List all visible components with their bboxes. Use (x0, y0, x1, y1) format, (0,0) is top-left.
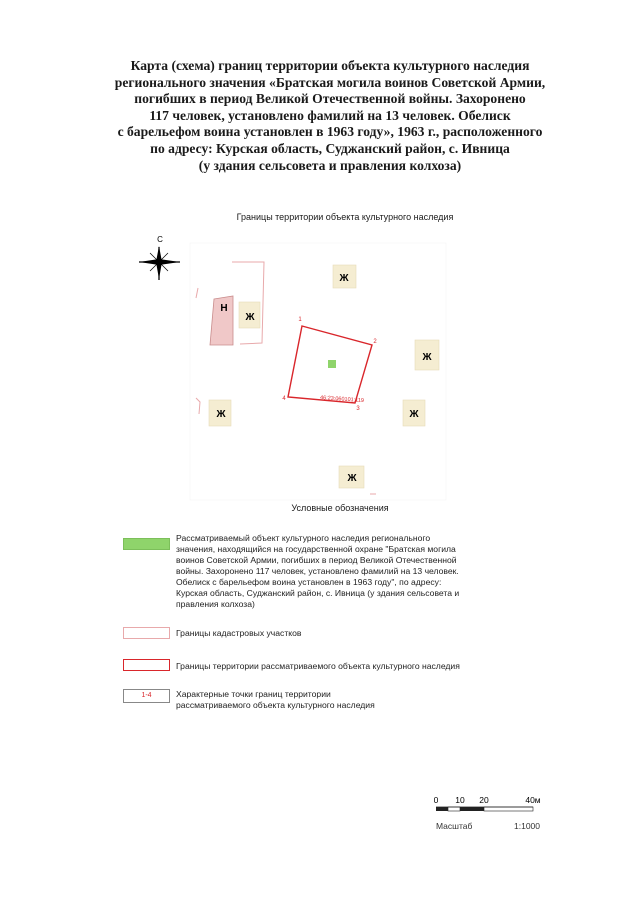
point-label: 3 (356, 406, 360, 412)
building-zh-label: Ж (409, 409, 419, 420)
building-n-label: Н (220, 303, 228, 314)
title-line: погибших в период Великой Отечественной войны. Захоронено (134, 91, 526, 107)
north-label: С (157, 235, 163, 244)
title-line: Карта (схема) границ территории объекта культурного наследия (130, 58, 530, 73)
legend-text-points: Характерные точки границ территории рассматриваемого объекта культурного наследия (176, 689, 375, 710)
legend-swatch-object (123, 538, 170, 550)
parcel-number: 46:23:060101:119 (319, 395, 365, 405)
title-line: регионального значения «Братская могила воинов Советской Армии, (114, 74, 546, 90)
scale-tick: 40м (525, 795, 541, 805)
point-label: 4 (282, 396, 286, 402)
legend-text-territory: Границы территории рассматриваемого объекта культурного наследия (176, 661, 460, 671)
scale-tick: 10 (455, 795, 465, 805)
title-line: (у здания сельсовета и правления колхоза) (198, 157, 462, 173)
scale-graphic (428, 793, 548, 838)
scale-tick: 0 (433, 795, 439, 805)
building-zh-label: Ж (216, 409, 226, 420)
building-zh-label: Ж (347, 473, 357, 484)
legend-swatch-territory (123, 659, 170, 671)
scale-label: Масштаб (436, 821, 473, 831)
point-label: 2 (373, 339, 377, 345)
scale-ratio: 1:1000 (514, 821, 540, 831)
point-label: 1 (298, 317, 302, 323)
legend-swatch-points: 1-4 (123, 689, 170, 703)
map-caption: Границы территории объекта культурного наследия (236, 212, 454, 222)
legend-text-object: Рассматриваемый объект культурного наследия регионального значения, находящийся на государственной охране "Братская могила воинов Советской Армии, погибших в период Великой Отечественной войны. Захоронено 117 человек, установлено фамилий на 13 человек. Обелиск с барельефом воина установлен в 1963 году", по адресу: Курская область, Суджанский район, с. Ивница (у здания сельсовета и правления колхоза) (176, 533, 460, 609)
heritage-object (328, 360, 336, 368)
north-arrow-icon (139, 246, 180, 280)
title-line: по адресу: Курская область, Суджанский район, с. Ивница (150, 140, 510, 156)
title-line: с барельефом воина установлен в 1963 году», 1963 г., расположенного (117, 124, 543, 140)
building-zh-label: Ж (245, 312, 255, 323)
building-zh-label: Ж (422, 352, 432, 363)
map-frame (190, 243, 446, 500)
legend-title: Условные обозначения (291, 503, 389, 513)
scale-tick: 20 (479, 795, 489, 805)
title-line: 117 человек, установлено фамилий на 13 человек. Обелиск (149, 107, 511, 123)
legend-swatch-cadastral (123, 627, 170, 639)
building-zh-label: Ж (339, 273, 349, 284)
legend-text-cadastral: Границы кадастровых участков (176, 628, 302, 638)
